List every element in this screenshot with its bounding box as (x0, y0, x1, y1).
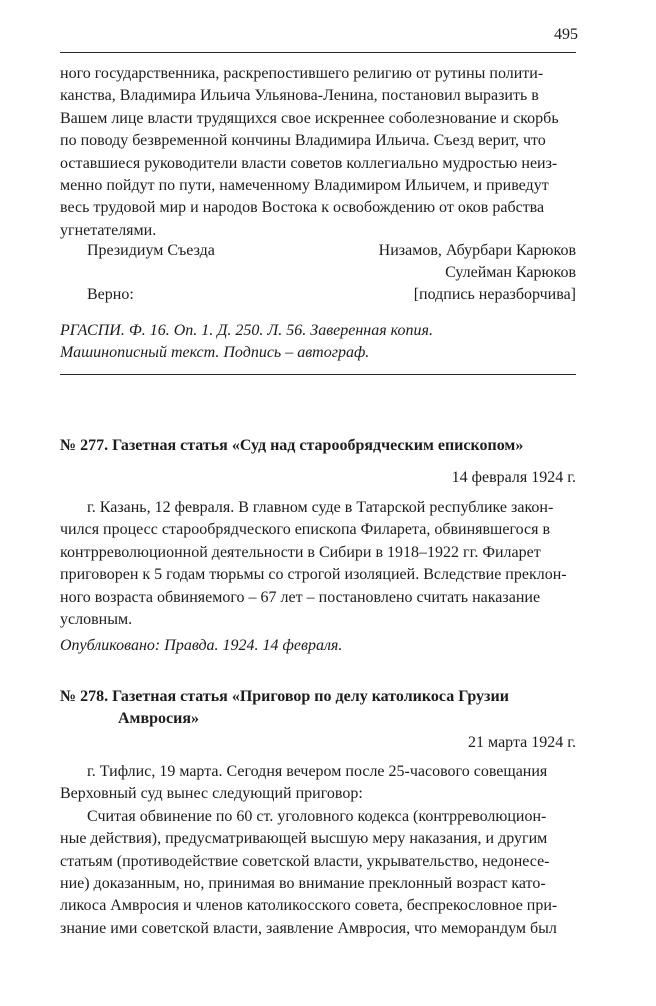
text-line: по поводу безвременной кончины Владимира Ильича. Съезд верит, что (60, 132, 546, 150)
text-line: канства, Владимира Ильича Ульянова-Ленина, постановил выразить в (60, 87, 539, 105)
text-line: статьям (противодействие советской власти, укрывательство, недонесе- (60, 852, 550, 870)
document-278-date: 21 марта 1924 г. (468, 734, 576, 751)
signatory-names: Сулейман Карюков (445, 264, 576, 281)
document-278-body (60, 761, 576, 940)
title-line: Амвросия» (118, 710, 199, 727)
verno-label: Верно: (87, 286, 134, 303)
text-line: знание ими советской власти, заявление Амвросия, что меморандум был (60, 919, 557, 937)
text-line: г. Тифлис, 19 марта. Сегодня вечером после 25-часового совещания (87, 763, 548, 780)
page-number: 495 (554, 26, 578, 43)
text-line: чился процесс старообрядческого епископа Филарета, обвинявшегося в (60, 521, 551, 539)
text-line: Вашем лице власти трудящихся свое искреннее соболезнование и скорбь (60, 109, 559, 127)
text-line: угнетателями. (60, 221, 157, 239)
signature-note: [подпись неразборчива] (413, 286, 576, 303)
text-line: условным. (60, 611, 133, 629)
text-line: ного государственника, раскрепостившего религию от рутины полити- (60, 65, 544, 82)
document-277-body (60, 497, 576, 631)
text-line: ного возраста обвиняемого – 67 лет – постановлено считать наказание (60, 588, 541, 606)
source-line: Машинописный текст. Подпись – автограф. (60, 344, 370, 361)
text-line: весь трудовой мир и народов Востока к освобождению от оков рабства (60, 199, 545, 217)
header-rule (60, 52, 576, 53)
text-line: оставшиеся руководители власти советов коллегиально мудростью неиз- (60, 154, 558, 172)
continued-paragraph (60, 63, 576, 242)
document-277-title: № 277. Газетная статья «Суд над старообрядческим епископом» (60, 437, 524, 454)
text-line: приговорен к 5 годам тюрьмы со строгой изоляцией. Вследствие преклон- (60, 566, 567, 584)
text-line: г. Казань, 12 февраля. В главном суде в Татарской республике закон- (87, 499, 554, 516)
text-line: Верховный суд вынес следующий приговор: (60, 785, 363, 803)
text-line: ние) доказанным, но, принимая во внимание преклонный возраст като- (60, 875, 546, 893)
section-rule (60, 374, 576, 375)
archive-source-note (60, 320, 576, 364)
signatory-names: Низамов, Абурбари Карюков (378, 242, 576, 259)
text-line: Считая обвинение по 60 ст. уголовного кодекса (контрреволюцион- (87, 807, 547, 825)
source-line: РГАСПИ. Ф. 16. Оп. 1. Д. 250. Л. 56. Заверенная копия. (60, 322, 433, 339)
document-277-published: Опубликовано: Правда. 1924. 14 февраля. (60, 637, 343, 654)
text-line: ликоса Амвросия и членов католикосского совета, беспрекословное при- (60, 897, 558, 915)
text-line: ные действия), предусматривающей высшую меру наказания, и другим (60, 830, 548, 848)
signature-block (60, 240, 576, 306)
document-278-title (60, 686, 576, 730)
title-line: № 278. Газетная статья «Приговор по делу католикоса Грузии (60, 688, 509, 705)
presidium-label: Президиум Съезда (87, 242, 215, 259)
text-line: контрреволюционной деятельности в Сибири в 1918–1922 гг. Филарет (60, 543, 541, 561)
document-277-date: 14 февраля 1924 г. (451, 469, 576, 486)
text-line: менно пойдут по пути, намеченному Владимиром Ильичем, и приведут (60, 177, 549, 195)
